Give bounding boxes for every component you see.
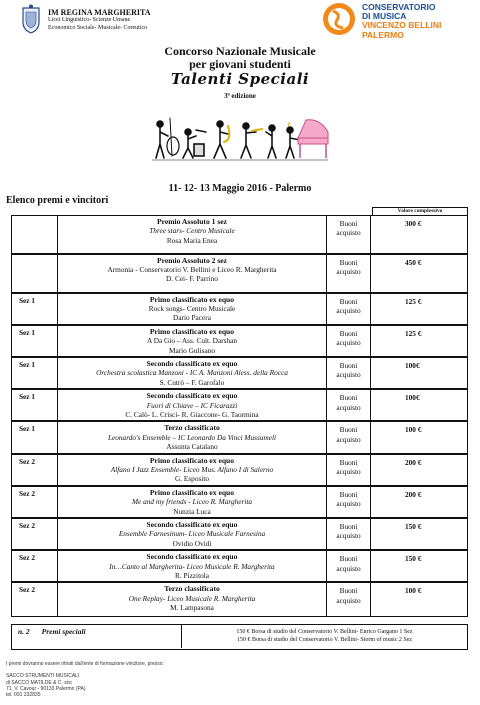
winner-cell bbox=[58, 421, 327, 453]
conservatory-line-4: PALERMO bbox=[362, 29, 404, 40]
footer-line-1: SACCO STRUMENTI MUSICALI bbox=[6, 673, 80, 680]
prize-title: Secondo classificato ex equo bbox=[146, 552, 238, 562]
document-titles bbox=[0, 45, 480, 102]
conservatory-header bbox=[322, 2, 472, 40]
ensemble-name: In…Canto al Margherita- Liceo Musicale R. Margherita bbox=[109, 561, 275, 571]
voucher-cell: Buoni acquisto bbox=[327, 293, 371, 325]
voucher-cell: Buoni acquisto bbox=[327, 216, 371, 254]
winner-cell bbox=[58, 486, 327, 518]
winner-cell bbox=[58, 325, 327, 357]
value-cell: 300 € bbox=[371, 216, 468, 254]
table-row bbox=[12, 454, 468, 486]
participant-names: M. Lampasona bbox=[170, 603, 214, 613]
participant-names: R. Pizzitola bbox=[174, 571, 210, 581]
ensemble-name: A Da Gio – Ass. Cult. Darshan bbox=[147, 336, 237, 346]
ensemble-name: Armonia - Conservatorio V. Bellini e Liceo R. Margherita bbox=[107, 264, 277, 274]
footer-line-3: 71, V. Cavour - 90133 Palermo (PA) bbox=[6, 685, 86, 692]
conservatory-line-2: DI MUSICA bbox=[362, 11, 407, 22]
prize-title: Secondo classificato ex equo bbox=[146, 520, 238, 530]
participant-names: S. Cutrò – F. Garofalo bbox=[159, 377, 225, 387]
winner-cell bbox=[58, 254, 327, 293]
prize-title: Primo classificato ex equo bbox=[149, 487, 235, 497]
section-cell: Sez 2 bbox=[12, 550, 58, 582]
voucher-cell: Buoni acquisto bbox=[327, 582, 371, 616]
special-prizes-box bbox=[11, 624, 468, 650]
prize-title: Secondo classificato ex equo bbox=[146, 358, 238, 368]
section-cell: Sez 2 bbox=[12, 582, 58, 616]
title-line-2: per giovani studenti bbox=[189, 57, 291, 71]
value-cell: 100 € bbox=[371, 582, 468, 616]
value-cell: 200 € bbox=[371, 486, 468, 518]
prize-title: Primo classificato ex equo bbox=[149, 455, 235, 465]
special-prizes-count: n. 2 bbox=[18, 627, 30, 636]
ensemble-name: Orchestra scolastica Manzoni - IC A. Manzoni Aless. della Rocca bbox=[96, 368, 288, 378]
section-cell: Sez 1 bbox=[12, 293, 58, 325]
participant-names: D. Cei- F. Parrino bbox=[166, 274, 218, 284]
ensemble-name: Leonardo's Ensemble – IC Leonardo Da Vinci Mussumeli bbox=[107, 432, 277, 442]
value-cell: 125 € bbox=[371, 293, 468, 325]
value-cell: 100 € bbox=[371, 421, 468, 453]
section-cell: Sez 2 bbox=[12, 518, 58, 550]
ensemble-name: Alfano I Jazz Ensemble- Liceo Mus. Alfano I di Salerno bbox=[110, 465, 274, 474]
section-cell: Sez 2 bbox=[12, 486, 58, 518]
ensemble-name: One Replay- Liceo Musicale R. Margherita bbox=[128, 593, 256, 603]
winner-cell bbox=[58, 216, 327, 254]
school-subtitle-2: Economico Sociale- Musicale- Coreutico bbox=[48, 24, 148, 31]
participant-names: C. Calò- L. Crisci- R. Giaccone- G. Taormina bbox=[125, 409, 259, 419]
table-row bbox=[12, 254, 468, 293]
voucher-cell: Buoni acquisto bbox=[327, 389, 371, 421]
prize-title: Secondo classificato ex equo bbox=[146, 391, 238, 401]
title-talenti-speciali: Talenti Speciali bbox=[170, 70, 310, 88]
winners-table bbox=[11, 215, 468, 617]
participant-names: Assunta Catalano bbox=[166, 442, 218, 452]
school-name: IM REGINA MARGHERITA bbox=[48, 8, 151, 17]
table-row bbox=[12, 550, 468, 582]
table-row bbox=[12, 325, 468, 357]
conservatory-line-3: VINCENZO BELLINI bbox=[362, 20, 442, 31]
value-cell: 125 € bbox=[371, 325, 468, 357]
participant-names: G. Esposito bbox=[174, 474, 210, 484]
value-column-label: Valore complessivo bbox=[372, 207, 468, 216]
voucher-cell: Buoni acquisto bbox=[327, 518, 371, 550]
table-row bbox=[12, 389, 468, 421]
ensemble-name: Me and my friends - Liceo R. Margherita bbox=[131, 497, 253, 507]
conservatory-line-1: CONSERVATORIO bbox=[362, 2, 436, 12]
special-prize-1: 150 € Borsa di studio del Conservatorio V. Bellini- Enrico Gargano 1 Sez bbox=[236, 629, 413, 635]
value-cell: 150 € bbox=[371, 550, 468, 582]
prize-title: Terzo classificato bbox=[164, 584, 220, 594]
school-crest-icon bbox=[20, 4, 42, 34]
prize-title: Terzo classificato bbox=[164, 423, 220, 433]
winner-cell bbox=[58, 518, 327, 550]
ensemble-name: Rock songs- Centro Musicale bbox=[148, 303, 236, 313]
list-title: Elenco premi e vincitori bbox=[6, 195, 109, 206]
value-cell: 200 € bbox=[371, 454, 468, 486]
voucher-cell: Buoni acquisto bbox=[327, 550, 371, 582]
voucher-cell: Buoni acquisto bbox=[327, 421, 371, 453]
table-row bbox=[12, 293, 468, 325]
footer bbox=[6, 661, 164, 698]
voucher-cell: Buoni acquisto bbox=[327, 325, 371, 357]
special-prizes-list bbox=[184, 629, 465, 644]
winner-cell bbox=[58, 357, 327, 389]
title-line-1: Concorso Nazionale Musicale bbox=[164, 44, 316, 58]
ensemble-name: Ensemble Farnesinum- Liceo Musicale Farnesina bbox=[118, 529, 266, 539]
section-cell: Sez 1 bbox=[12, 325, 58, 357]
conservatory-logo-icon bbox=[322, 2, 356, 36]
musicians-illustration-icon bbox=[150, 112, 330, 167]
ensemble-name: Fuori di Chiave – IC Ficarazzi bbox=[146, 400, 238, 410]
special-prize-2: 150 € Borsa di studio del Conservatorio V. Bellini- Storm of music 2 Sez bbox=[236, 636, 413, 643]
prize-title: Primo classificato ex equo bbox=[149, 294, 235, 304]
table-row bbox=[12, 216, 468, 254]
event-date: 11- 12- 13 Maggio 2016 - Palermo bbox=[168, 183, 312, 194]
section-cell bbox=[12, 254, 58, 293]
winner-cell bbox=[58, 293, 327, 325]
value-cell: 150 € bbox=[371, 518, 468, 550]
prize-title: Primo classificato ex equo bbox=[149, 326, 235, 336]
table-row bbox=[12, 421, 468, 453]
section-cell: Sez 2 bbox=[12, 454, 58, 486]
winner-cell bbox=[58, 550, 327, 582]
prize-title: Premio Assoluto 1 sez bbox=[156, 217, 228, 226]
participant-names: Dario Pacera bbox=[173, 313, 211, 323]
winner-cell bbox=[58, 582, 327, 616]
winner-cell bbox=[58, 389, 327, 421]
participant-names: Ovidio Ovidi bbox=[172, 538, 212, 548]
footer-note: I premi dovranno essere ritirati dall'ente di formazione vincitore, presso: bbox=[6, 661, 164, 667]
ensemble-name: Three stars- Centro Musicale bbox=[149, 226, 235, 236]
special-prizes-label bbox=[12, 625, 182, 648]
section-cell bbox=[12, 216, 58, 254]
footer-line-4: tel. 091 332835 bbox=[6, 692, 41, 699]
section-cell: Sez 1 bbox=[12, 421, 58, 453]
table-row bbox=[12, 518, 468, 550]
value-cell: 450 € bbox=[371, 254, 468, 293]
prize-title: Premio Assoluto 2 sez bbox=[156, 255, 228, 265]
footer-line-2: di SACCO MATILDE & C. snc bbox=[6, 679, 73, 686]
value-cell: 100€ bbox=[371, 357, 468, 389]
voucher-cell: Buoni acquisto bbox=[327, 486, 371, 518]
edition-label: 3ª edizione bbox=[224, 92, 256, 100]
winner-cell bbox=[58, 454, 327, 486]
table-row bbox=[12, 486, 468, 518]
table-row bbox=[12, 582, 468, 616]
voucher-cell: Buoni acquisto bbox=[327, 254, 371, 293]
table-row bbox=[12, 357, 468, 389]
voucher-cell: Buoni acquisto bbox=[327, 454, 371, 486]
special-prizes-title: Premi speciali bbox=[41, 627, 86, 636]
section-cell: Sez 1 bbox=[12, 357, 58, 389]
participant-names: Mario Gulisano bbox=[168, 345, 215, 355]
value-cell: 100€ bbox=[371, 389, 468, 421]
school-subtitle-1: Licei Linguistico- Scienze Umane bbox=[48, 17, 131, 23]
participant-names: Nunzia Luca bbox=[173, 506, 211, 516]
participant-names: Rosa Maria Enea bbox=[166, 235, 218, 245]
section-cell: Sez 1 bbox=[12, 389, 58, 421]
voucher-cell: Buoni acquisto bbox=[327, 357, 371, 389]
